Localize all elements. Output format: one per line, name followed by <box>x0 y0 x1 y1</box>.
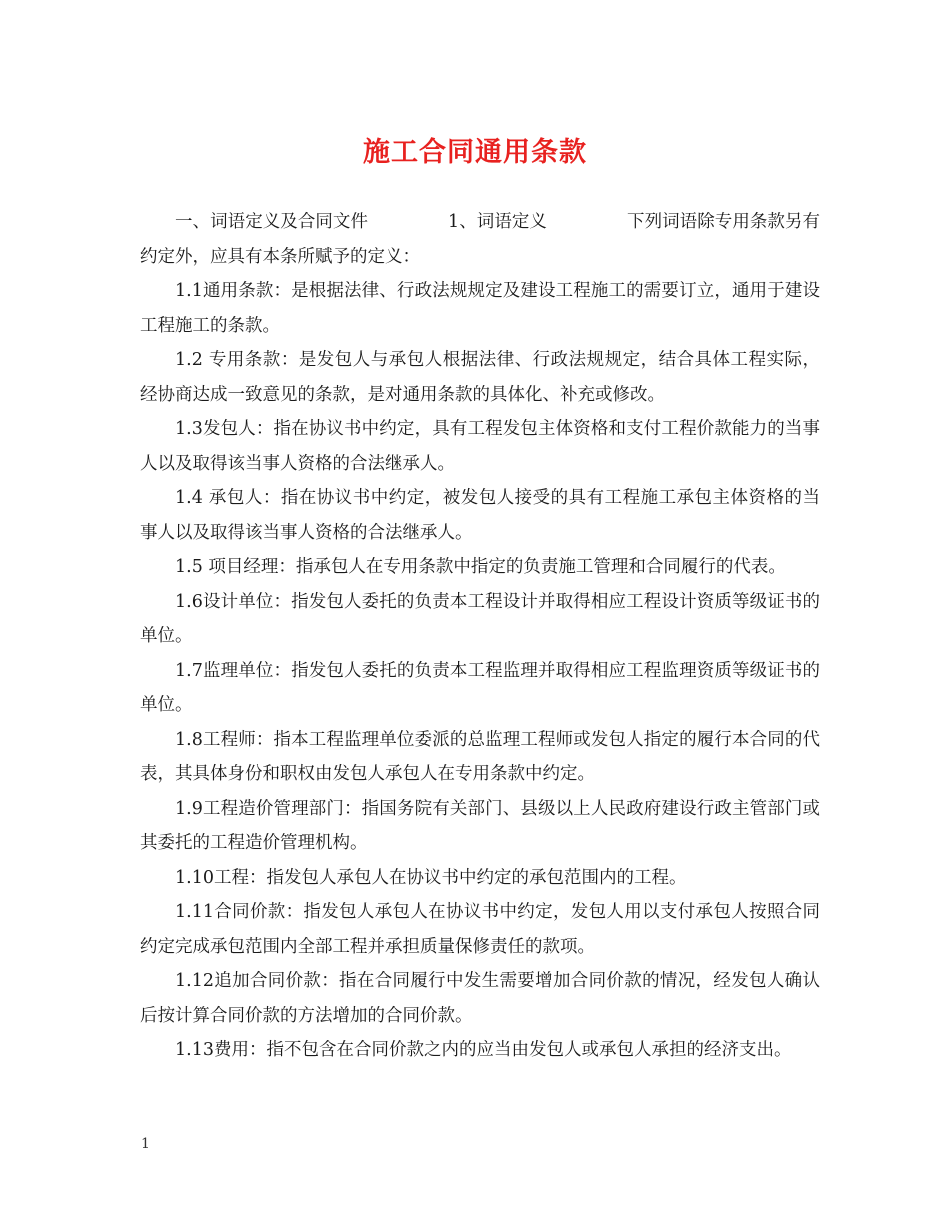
clause-paragraph: 1.10工程：指发包人承包人在协议书中约定的承包范围内的工程。 <box>175 867 687 888</box>
intro-text: 下列词语除专用条款另有约定外，应具有本条所赋予的定义： <box>140 212 821 267</box>
clause-paragraph: 1.6设计单位：指发包人委托的负责本工程设计并取得相应工程设计资质等级证书的单位。 <box>140 591 820 646</box>
clause-paragraph: 1.8工程师：指本工程监理单位委派的总监理工程师或发包人指定的履行本合同的代表，其具体身份和职权由发包人承包人在专用条款中约定。 <box>140 729 820 784</box>
intro-paragraph <box>140 205 820 274</box>
clause-paragraph: 1.7监理单位：指发包人委托的负责本工程监理并取得相应工程监理资质等级证书的单位。 <box>140 660 820 715</box>
clause-paragraph: 1.9工程造价管理部门：指国务院有关部门、县级以上人民政府建设行政主管部门或其委托的工程造价管理机构。 <box>140 798 820 853</box>
clause-paragraph: 1.3发包人：指在协议书中约定，具有工程发包主体资格和支付工程价款能力的当事人以及取得该当事人资格的合法继承人。 <box>140 419 820 474</box>
clause-paragraph: 1.4 承包人：指在协议书中约定，被发包人接受的具有工程施工承包主体资格的当事人以及取得该当事人资格的合法继承人。 <box>140 488 820 543</box>
clause-paragraph: 1.2 专用条款：是发包人与承包人根据法律、行政法规规定，结合具体工程实际，经协商达成一致意见的条款，是对通用条款的具体化、补充或修改。 <box>140 350 820 405</box>
intro-subsection-heading: 1、词语定义 <box>448 212 547 232</box>
document-title: 施工合同通用条款 <box>363 137 587 168</box>
document-body <box>140 205 820 1068</box>
clause-paragraph: 1.12追加合同价款：指在合同履行中发生需要增加合同价款的情况，经发包人确认后按计算合同价款的方法增加的合同价款。 <box>140 971 820 1026</box>
intro-section-heading: 一、词语定义及合同文件 <box>175 212 369 232</box>
clause-paragraph: 1.1通用条款：是根据法律、行政法规规定及建设工程施工的需要订立，通用于建设工程施工的条款。 <box>140 281 820 336</box>
page-number: 1 <box>141 1136 150 1152</box>
clause-paragraph: 1.13费用：指不包含在合同价款之内的应当由发包人或承包人承担的经济支出。 <box>175 1040 792 1060</box>
clause-paragraph: 1.11合同价款：指发包人承包人在协议书中约定，发包人用以支付承包人按照合同约定完成承包范围内全部工程并承担质量保修责任的款项。 <box>140 902 820 957</box>
clause-paragraph: 1.5 项目经理：指承包人在专用条款中指定的负责施工管理和合同履行的代表。 <box>175 557 786 577</box>
